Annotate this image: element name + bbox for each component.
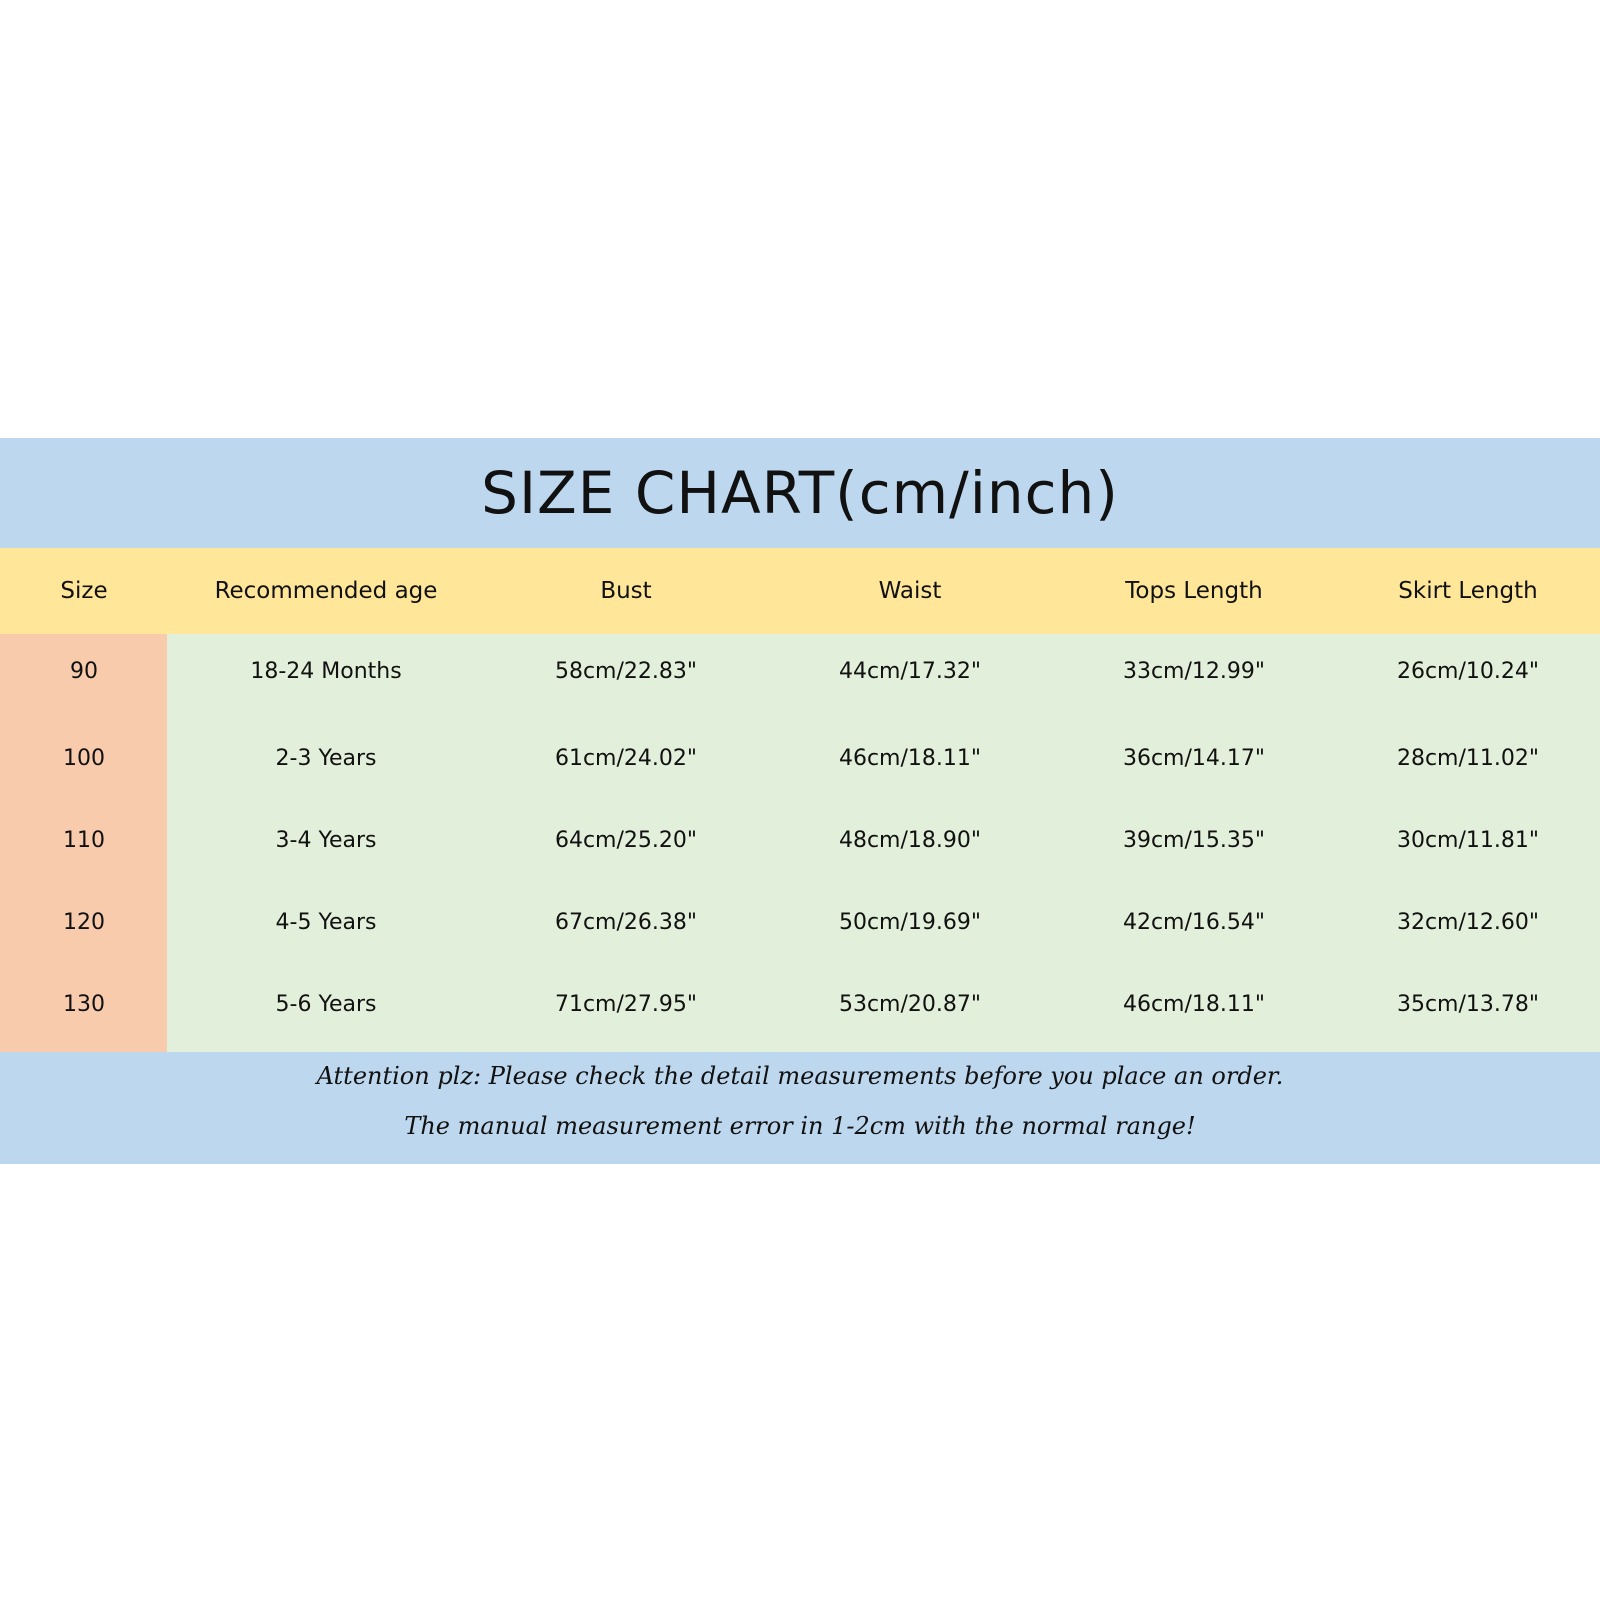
- header-skirt-length: Skirt Length: [1398, 578, 1538, 604]
- cell-skirt-length: 28cm/11.02": [1396, 745, 1540, 771]
- cell-tops-length: 36cm/14.17": [1122, 745, 1266, 771]
- header-recommended-age: Recommended age: [214, 578, 438, 604]
- table-body: [0, 634, 1600, 1052]
- cell-tops-length: 33cm/12.99": [1122, 658, 1266, 684]
- cell-bust: 71cm/27.95": [554, 991, 698, 1017]
- attention-note: Attention plz: Please check the detail measurements before you place an order.: [316, 1062, 1284, 1090]
- cell-waist: 48cm/18.90": [838, 827, 982, 853]
- footer-band: [0, 1052, 1600, 1164]
- header-size: Size: [60, 578, 108, 604]
- cell-skirt-length: 26cm/10.24": [1396, 658, 1540, 684]
- cell-waist: 44cm/17.32": [838, 658, 982, 684]
- cell-waist: 46cm/18.11": [838, 745, 982, 771]
- cell-waist: 50cm/19.69": [838, 909, 982, 935]
- cell-skirt-length: 30cm/11.81": [1396, 827, 1540, 853]
- header-waist: Waist: [878, 578, 942, 604]
- cell-waist: 53cm/20.87": [838, 991, 982, 1017]
- size-chart: [0, 438, 1600, 1164]
- cell-recommended-age: 3-4 Years: [275, 827, 377, 853]
- cell-tops-length: 46cm/18.11": [1122, 991, 1266, 1017]
- header-bust: Bust: [600, 578, 652, 604]
- chart-title: SIZE CHART(cm/inch): [481, 459, 1119, 527]
- cell-skirt-length: 32cm/12.60": [1396, 909, 1540, 935]
- cell-recommended-age: 2-3 Years: [275, 745, 377, 771]
- cell-size: 120: [63, 909, 105, 935]
- header-tops-length: Tops Length: [1125, 578, 1263, 604]
- title-band: [0, 438, 1600, 548]
- cell-recommended-age: 18-24 Months: [250, 658, 402, 684]
- cell-skirt-length: 35cm/13.78": [1396, 991, 1540, 1017]
- cell-tops-length: 39cm/15.35": [1122, 827, 1266, 853]
- cell-recommended-age: 4-5 Years: [275, 909, 377, 935]
- header-row: [0, 548, 1600, 634]
- cell-size: 130: [63, 991, 105, 1017]
- cell-recommended-age: 5-6 Years: [275, 991, 377, 1017]
- cell-bust: 67cm/26.38": [554, 909, 698, 935]
- cell-size: 90: [70, 658, 98, 684]
- cell-bust: 58cm/22.83": [554, 658, 698, 684]
- cell-bust: 64cm/25.20": [554, 827, 698, 853]
- cell-tops-length: 42cm/16.54": [1122, 909, 1266, 935]
- cell-size: 100: [63, 745, 105, 771]
- cell-size: 110: [63, 827, 105, 853]
- cell-bust: 61cm/24.02": [554, 745, 698, 771]
- measurement-error-note: The manual measurement error in 1-2cm with the normal range!: [404, 1112, 1196, 1140]
